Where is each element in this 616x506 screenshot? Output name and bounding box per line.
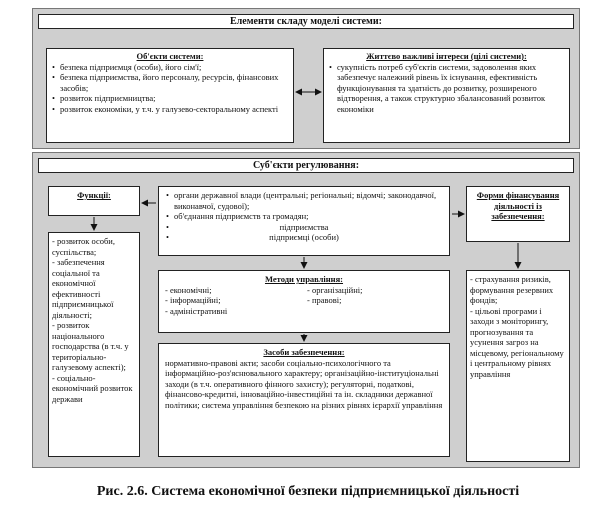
methods-item: - організаційні; (307, 284, 363, 295)
functions-item: - соціально-економічний розвиток держави (52, 372, 133, 404)
methods-item: - інформаційні; (165, 295, 221, 305)
authorities-item: • підприємці (особи) (165, 232, 443, 243)
objects-title: Об'єкти системи: (136, 51, 204, 61)
forms-title-box (466, 186, 570, 242)
functions-box (48, 232, 140, 457)
means-box (158, 343, 450, 457)
interests-title: Життєво важливі інтереси (цілі системи): (366, 51, 527, 61)
objects-item: • безпека підприємства, його персоналу, ресурсів, фінансових засобів; (51, 72, 289, 93)
authorities-item: • об'єднання підприємств та громадян; (165, 211, 443, 222)
functions-title-box (48, 186, 140, 216)
authorities-item: • органи державної влади (центральні; регіональні; відомчі; законодавчої, виконавчої, судової); (165, 190, 443, 211)
objects-item: • розвиток підприємництва; (51, 93, 289, 104)
functions-item: - розвиток особи, суспільства; (52, 236, 115, 257)
objects-box (46, 48, 294, 143)
methods-title: Методи управління: (264, 274, 344, 284)
authorities-item: • підприємства (165, 222, 443, 233)
methods-box (158, 270, 450, 333)
interests-box (323, 48, 570, 143)
means-title: Засоби забезпечення: (263, 347, 345, 357)
model-elements-header: Елементи складу моделі системи: (38, 14, 574, 29)
authorities-box (158, 186, 450, 256)
forms-box (466, 270, 570, 462)
figure-caption: Рис. 2.6. Система економічної безпеки підприємницької діяльності (96, 484, 520, 499)
interests-item: • сукупність потреб суб'єктів системи, задоволення яких забезпечує належний рівень їх існування, ефективність функціонування та здатність до розвитку, розширеного відтворення, а також структурно збалансований розвиток економіки (328, 62, 565, 115)
subjects-header: Суб'єкти регулювання: (38, 158, 574, 173)
methods-item: - адміністративні (165, 305, 228, 316)
methods-item: - правові; (307, 295, 342, 305)
forms-item: - цільові програми і заходи з моніторингу, прогнозування та усунення загроз на місцевому, регіональному і центральному рівнях управління (470, 305, 564, 379)
forms-title: Форми фінансування діяльності із забезпечення: (476, 190, 560, 221)
objects-item: • безпека підприємця (особи), його сім'ї; (51, 62, 289, 73)
functions-item: - розвиток національного господарства (в т.ч. у територіально-галузевому аспекті); (52, 320, 129, 372)
means-text: нормативно-правові акти; засоби соціально-психологічного та інформаційно-роз'яснювального характеру; організаційно-інституціональні заходи (в т.ч. оперативного фінного захисту); регуляторні, податкові, фінансово-кредитні, інноваційно-інвестиційні та ін. складники державної політики; система управління безпекою на різних рівнях ієрархії управління (165, 357, 443, 410)
forms-item: - страхування ризиків, формування резервних фондів; (470, 274, 554, 305)
functions-title: Функції: (77, 190, 111, 200)
objects-item: • розвиток економіки, у т.ч. у галузево-секторальному аспекті (51, 104, 289, 115)
functions-item: - забезпечення соціальної та економічної ефективності підприємницької діяльності; (52, 257, 114, 320)
methods-item: - економічні; (165, 284, 212, 295)
